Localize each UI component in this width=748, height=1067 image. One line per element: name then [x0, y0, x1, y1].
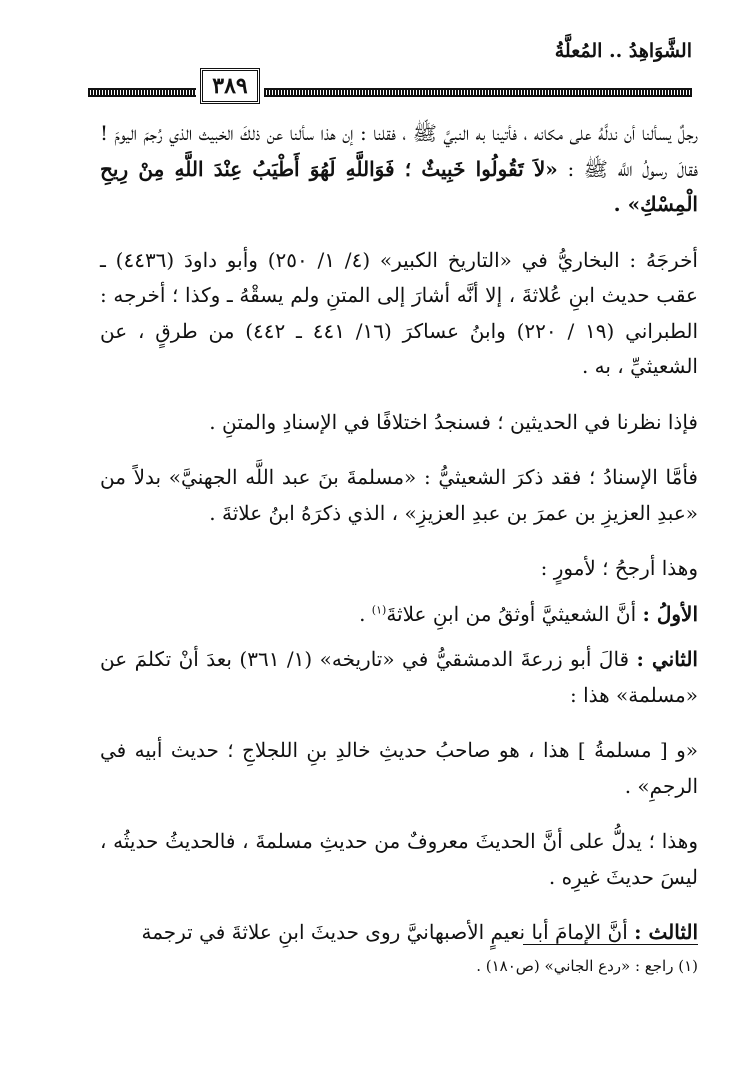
paragraph-2: أخرجَهُ : البخاريُّ في «التاريخ الكبير» (٤/ ١/ ٢٥٠) وأبو داودَ (٤٤٣٦) ـ عقب حديث ابنِ عُلاثةَ ، إلا أنَّه أشارَ إلى المتنِ ولم يسقْهُ ـ وكذا ؛ أخرجه : الطبراني (١٩ / ٢٢٠) وابنُ عساكرَ (١٦/ ٤٤١ ـ ٤٤٢) من طرقٍ ، عن الشعيثيِّ ، به . — [100, 247, 699, 378]
paragraph-7 — [100, 642, 698, 713]
paragraph-9: وهذا ؛ يدلُّ على أنَّ الحديثَ معروفٌ من حديثِ مسلمةَ ، فالحديثُ حديثُه ، ليسَ حديثَ غيرِه . — [100, 829, 698, 889]
point-label-second: الثاني : — [636, 647, 698, 671]
paragraph-6-end: . — [359, 601, 366, 626]
paragraph-1-text: رجلٌ يسألنا أن ندلَّهُ على مكانه ، فأتينا به النبيَّ ﷺ ، فقلنا : إن هذا سألنا عن ذلكَ الخبيث الذي رُجمَ اليومَ ! فقالَ رسولُ اللَّه ﷺ : — [100, 121, 698, 181]
paragraph-7-text: قالَ أبو زرعةَ الدمشقيُّ في «تاريخه» (١/ ٣٦١) بعدَ أنْ تكلمَ عن «مسلمة» هذا : — [100, 647, 698, 707]
paragraph-3: فإذا نظرنا في الحديثين ؛ فسنجدُ اختلافًا في الإسنادِ والمتنِ . — [209, 409, 698, 434]
paragraph-10-text: أنَّ الإمامَ أبا نعيمٍ الأصبهانيَّ روى حديثَ ابنِ علاثةَ في ترجمة — [141, 920, 628, 944]
point-label-third: الثالث : — [634, 920, 698, 944]
main-text — [100, 116, 698, 951]
paragraph-1 — [100, 116, 698, 223]
page-number: ٣٨٩ — [200, 68, 260, 104]
paragraph-4: فأمَّا الإسنادُ ؛ فقد ذكرَ الشعيثيُّ : «مسلمةَ بنَ عبد اللَّه الجهنيَّ» بدلاً من «عبدِ العزيزِ بن عمرَ بن عبدِ العزيزِ» ، الذي ذكرَهُ ابنُ علاثةَ . — [100, 465, 698, 525]
footnote-divider — [523, 944, 698, 945]
footnote: (١) راجع : «ردع الجاني» (ص١٨٠) . — [476, 957, 698, 975]
point-label-first: الأولُ : — [642, 601, 698, 626]
paragraph-5: وهذا أرجحُ ؛ لأمورٍ : — [540, 556, 698, 580]
paragraph-8: «و [ مسلمةُ ] هذا ، هو صاحبُ حديثِ خالدِ بنِ اللجلاجِ ؛ حديث أبيه في الرجمِ» . — [100, 738, 698, 798]
running-title: الشَّوَاهِدُ .. المُعلَّةُ — [554, 40, 692, 62]
page-header — [88, 28, 692, 100]
footnote-reference: (١) — [371, 602, 387, 616]
paragraph-6-text: أنَّ الشعيثيَّ أوثقُ من ابنِ علاثةَ — [386, 601, 637, 626]
hadith-quote: «لاَ تَقُولُوا خَبِيثٌ ؛ فَوَاللَّهِ لَهُوَ أَطْيَبُ عِنْدَ اللَّهِ مِنْ رِيحِ الْمِسْكِ» . — [100, 156, 698, 216]
header-rule-left — [88, 88, 196, 97]
header-rule-right — [264, 88, 692, 97]
paragraph-6 — [100, 597, 698, 633]
paragraph-10 — [100, 915, 698, 951]
